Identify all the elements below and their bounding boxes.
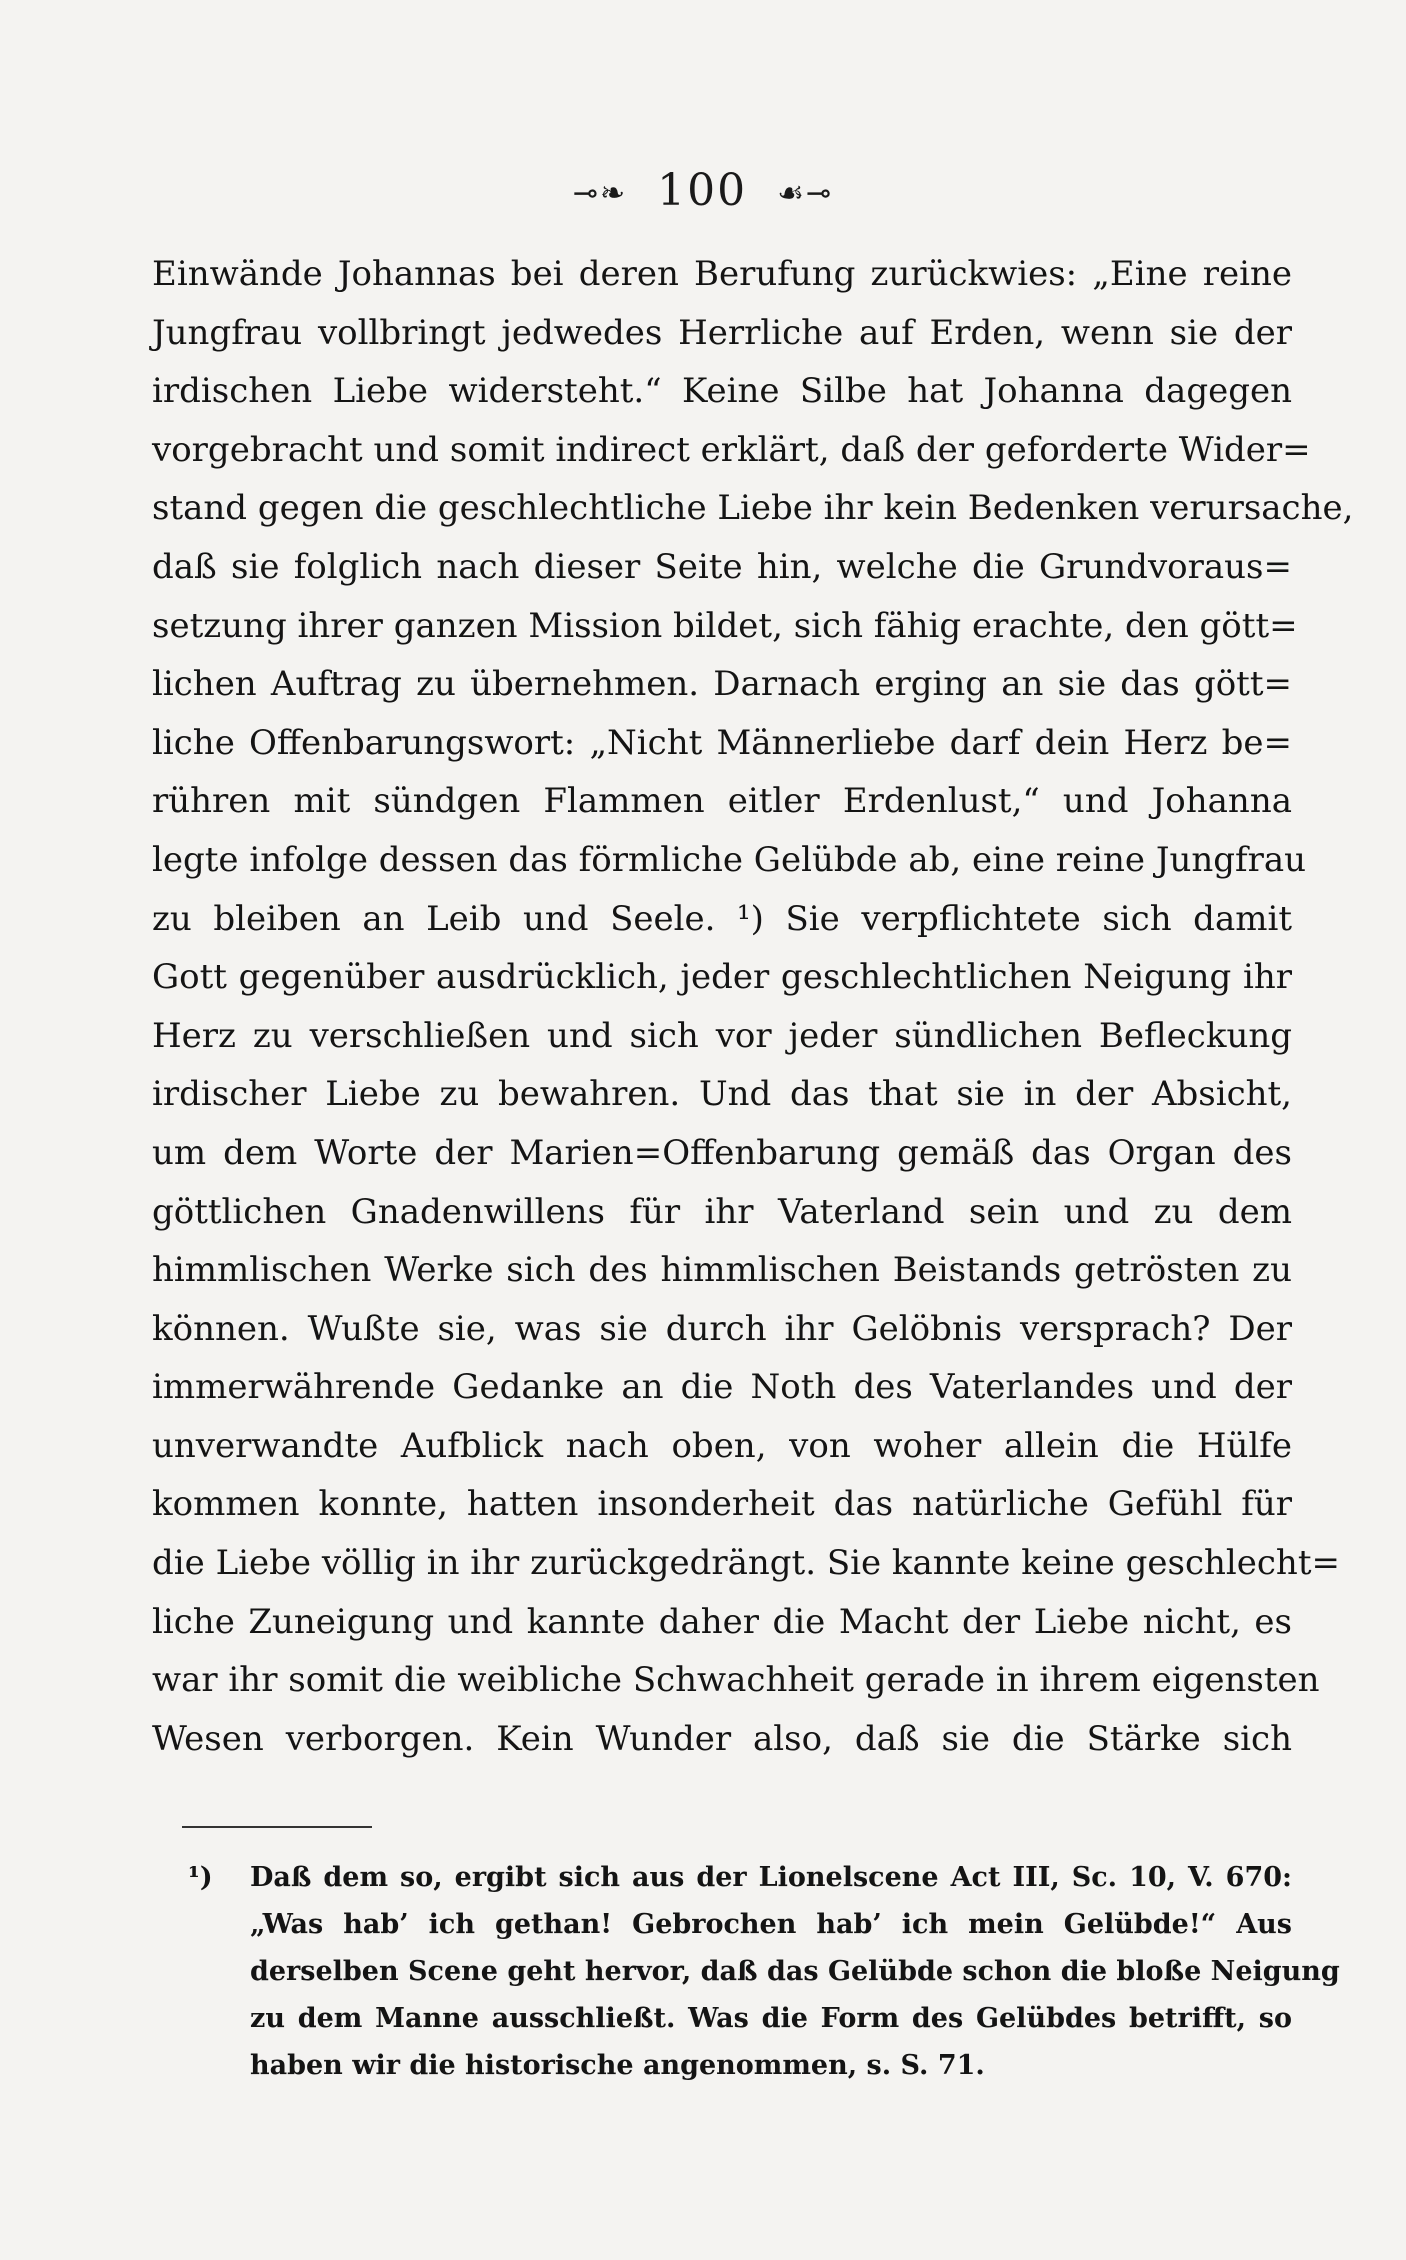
body-line: um dem Worte der Marien=Offenbarung gemäß das Organ des — [152, 1132, 1292, 1173]
footnote-line: haben wir die historische angenommen, s. S. 71. — [250, 2050, 985, 2081]
footnote-line: „Was hab’ ich gethan! Gebrochen hab’ ich mein Gelübde!“ Aus — [250, 1909, 1292, 1940]
footnote-line: derselben Scene geht hervor, daß das Gelübde schon die bloße Neigung — [250, 1956, 1340, 1987]
body-line: irdischer Liebe zu bewahren. Und das that sie in der Absicht, — [152, 1074, 1292, 1115]
body-line: Gott gegenüber ausdrücklich, jeder geschlechtlichen Neigung ihr — [152, 957, 1292, 998]
body-line: vorgebracht und somit indirect erklärt, daß der geforderte Wider= — [152, 429, 1311, 470]
body-line: göttlichen Gnadenwillens für ihr Vaterland sein und zu dem — [152, 1191, 1292, 1232]
body-line: Wesen verborgen. Kein Wunder also, daß sie die Stärke sich — [152, 1718, 1292, 1759]
footnote — [188, 1854, 1340, 2089]
page-header — [0, 165, 1406, 216]
ornament-left-icon: ⊸❧ — [572, 176, 628, 211]
body-line: können. Wußte sie, was sie durch ihr Gelöbnis versprach? Der — [152, 1308, 1292, 1349]
page-number: 100 — [657, 165, 748, 216]
body-line: rühren mit sündgen Flammen eitler Erdenlust,“ und Johanna — [152, 781, 1292, 822]
body-line: Einwände Johannas bei deren Berufung zurückwies: „Eine reine — [152, 254, 1292, 294]
body-line: daß sie folglich nach dieser Seite hin, welche die Grundvoraus= — [152, 546, 1292, 587]
footnote-line: zu dem Manne ausschließt. Was die Form des Gelübdes betrifft, so — [250, 2003, 1292, 2034]
body-line: stand gegen die geschlechtliche Liebe ihr kein Bedenken verursache, — [152, 488, 1354, 529]
body-line: legte infolge dessen das förmliche Gelübde ab, eine reine Jungfrau — [152, 839, 1307, 880]
body-line: lichen Auftrag zu übernehmen. Darnach erging an sie das gött= — [152, 664, 1292, 705]
body-line: unverwandte Aufblick nach oben, von woher allein die Hülfe — [152, 1425, 1292, 1466]
body-line: himmlischen Werke sich des himmlischen Beistands getrösten zu — [152, 1250, 1292, 1291]
body-line: die Liebe völlig in ihr zurückgedrängt. Sie kannte keine geschlecht= — [152, 1543, 1340, 1584]
body-line: zu bleiben an Leib und Seele. ¹) Sie verpflichtete sich damit — [152, 898, 1292, 939]
body-line: liche Offenbarungswort: „Nicht Männerliebe darf dein Herz be= — [152, 722, 1292, 763]
body-line: immerwährende Gedanke an die Noth des Vaterlandes und der — [152, 1367, 1292, 1408]
body-line: Jungfrau vollbringt jedwedes Herrliche auf Erden, wenn sie der — [152, 312, 1292, 353]
body-line: war ihr somit die weibliche Schwachheit gerade in ihrem eigensten — [152, 1660, 1320, 1701]
ornament-right-icon: ☙⊸ — [777, 176, 834, 211]
body-line: kommen konnte, hatten insonderheit das natürliche Gefühl für — [152, 1484, 1292, 1525]
footnote-marker: ¹) — [188, 1862, 213, 1893]
body-line: irdischen Liebe widersteht.“ Keine Silbe hat Johanna dagegen — [152, 371, 1292, 412]
body-line: setzung ihrer ganzen Mission bildet, sich fähig erachte, den gött= — [152, 605, 1298, 646]
footnote-divider — [182, 1826, 372, 1828]
body-line: Herz zu verschließen und sich vor jeder sündlichen Befleckung — [152, 1015, 1292, 1056]
body-text — [152, 245, 1354, 1768]
body-line: liche Zuneigung und kannte daher die Macht der Liebe nicht, es — [152, 1601, 1292, 1642]
footnote-line: Daß dem so, ergibt sich aus der Lionelscene Act III, Sc. 10, V. 670: — [250, 1862, 1292, 1893]
